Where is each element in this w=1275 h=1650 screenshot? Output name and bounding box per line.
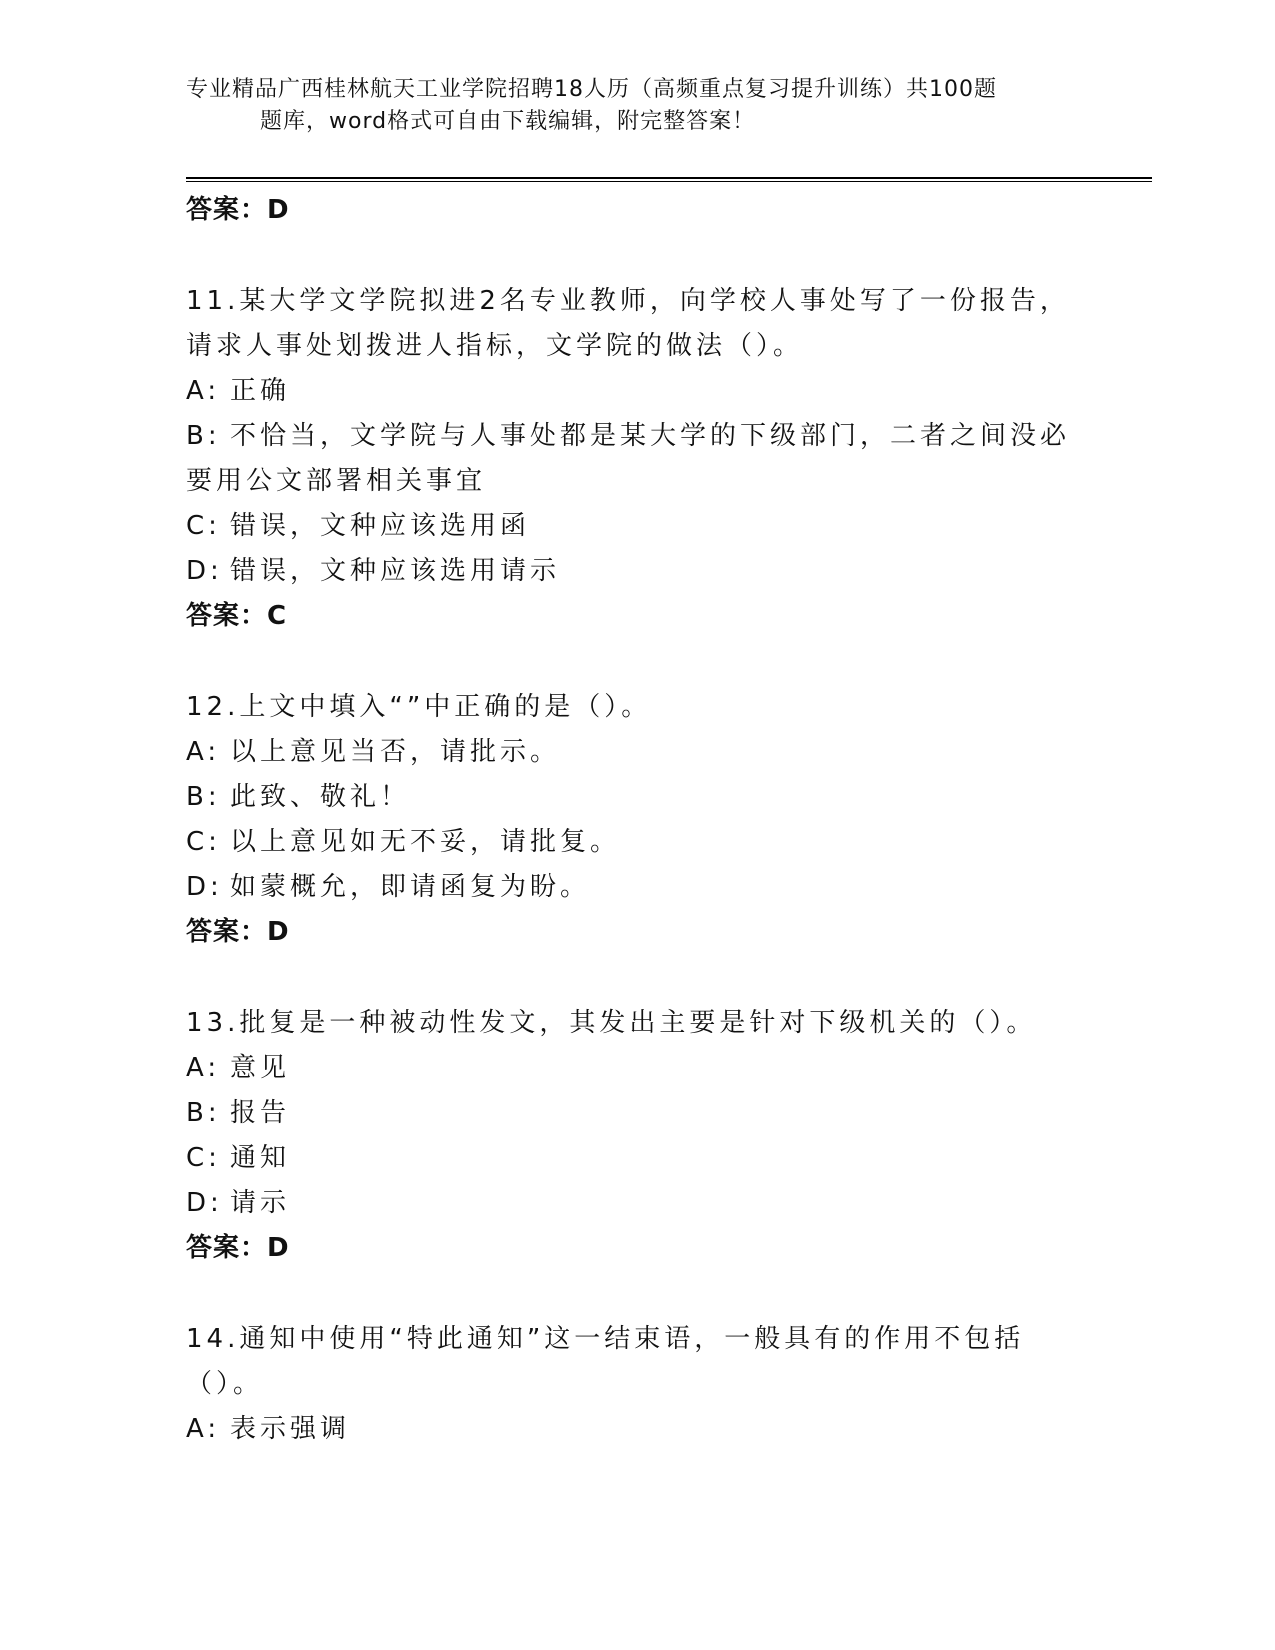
header-divider-thick: [186, 177, 1152, 179]
question-block: [186, 1001, 1086, 1271]
answer-label: 答案：D: [186, 195, 290, 225]
question-text: 13.批复是一种被动性发文，其发出主要是针对下级机关的（）。: [186, 1008, 1037, 1038]
option-a: [186, 730, 1086, 775]
option-letter: B:: [186, 1098, 221, 1128]
option-text: 报告: [230, 1098, 291, 1128]
option-c: [186, 820, 1086, 865]
option-letter: A:: [186, 376, 221, 406]
option-text: 以上意见当否，请批示。: [230, 737, 561, 767]
option-a: [186, 369, 1086, 414]
option-text: 此致、敬礼！: [230, 782, 411, 812]
answer-label: 答案：D: [186, 1233, 290, 1263]
question-text: 14.通知中使用“特此通知”这一结束语，一般具有的作用不包括（）。: [186, 1324, 1025, 1399]
header-title-line1: 专业精品广西桂林航天工业学院招聘18人历（高频重点复习提升训练）共100题: [186, 77, 997, 102]
option-a: [186, 1407, 1086, 1452]
option-letter: A:: [186, 737, 221, 767]
question-text: 12.上文中填入“”中正确的是（）。: [186, 692, 652, 722]
answer-label: 答案：D: [186, 917, 290, 947]
page-header: [186, 74, 1086, 138]
question-block: [186, 1317, 1086, 1452]
option-text: 错误，文种应该选用函: [230, 511, 531, 541]
option-text: 正确: [230, 376, 291, 406]
option-letter: C:: [186, 827, 221, 857]
header-divider-thin: [186, 181, 1152, 182]
option-b: [186, 414, 1086, 504]
option-text: 意见: [230, 1053, 291, 1083]
option-text: 如蒙概允，即请函复为盼。: [230, 872, 591, 902]
option-b: [186, 1091, 1086, 1136]
option-a: [186, 1046, 1086, 1091]
option-letter: D:: [186, 1188, 223, 1218]
option-letter: D:: [186, 556, 223, 586]
option-letter: A:: [186, 1053, 221, 1083]
option-text: 请示: [230, 1188, 291, 1218]
option-c: [186, 1136, 1086, 1181]
option-text: 错误，文种应该选用请示: [230, 556, 561, 586]
option-text: 表示强调: [230, 1414, 351, 1444]
option-letter: B:: [186, 782, 221, 812]
option-d: [186, 549, 1086, 594]
option-letter: B:: [186, 421, 221, 451]
question-block: [186, 685, 1086, 955]
option-text: 通知: [230, 1143, 291, 1173]
option-letter: C:: [186, 511, 221, 541]
document-body: [186, 188, 1086, 1452]
answer-label: 答案：C: [186, 601, 288, 631]
header-title-line2: 题库，word格式可自由下载编辑，附完整答案！: [260, 109, 756, 134]
option-text: 不恰当，文学院与人事处都是某大学的下级部门，二者之间没必要用公文部署相关事宜: [186, 421, 1071, 496]
option-d: [186, 1181, 1086, 1226]
option-letter: D:: [186, 872, 223, 902]
question-text: 11.某大学文学院拟进2名专业教师，向学校人事处写了一份报告，请求人事处划拨进人指标，文学院的做法（）。: [186, 286, 1070, 361]
option-text: 以上意见如无不妥，请批复。: [230, 827, 621, 857]
option-d: [186, 865, 1086, 910]
option-letter: C:: [186, 1143, 221, 1173]
option-c: [186, 504, 1086, 549]
option-letter: A:: [186, 1414, 221, 1444]
question-block: [186, 279, 1086, 639]
option-b: [186, 775, 1086, 820]
